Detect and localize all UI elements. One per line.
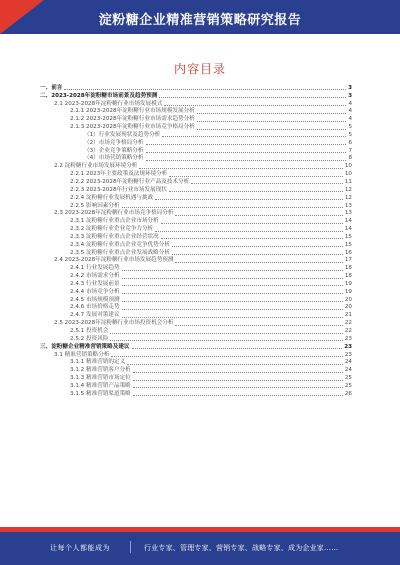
toc-page-number: 24 — [344, 367, 352, 374]
toc-entry-text: 2.3.2 淀粉糖行业企业竞争力分析 — [70, 226, 154, 233]
toc-entry[interactable] — [40, 390, 352, 398]
toc-leader-dots — [133, 395, 343, 396]
toc-leader-dots — [133, 380, 343, 381]
footer-divider — [130, 541, 131, 553]
toc-page-number: 25 — [344, 375, 352, 382]
toc-entry-text: 3.1 精准营销策略分析 — [54, 351, 110, 358]
toc-page-number: 18 — [344, 265, 352, 272]
toc-page-number: 22 — [344, 328, 352, 334]
toc-leader-dots — [197, 121, 347, 122]
toc-page-number: 10 — [344, 171, 352, 178]
toc-entry[interactable] — [40, 115, 352, 123]
toc-entry[interactable] — [40, 272, 352, 280]
toc-entry[interactable] — [40, 351, 352, 359]
toc-entry[interactable] — [40, 249, 352, 257]
toc-page-number: 3 — [348, 92, 352, 99]
toc-leader-dots — [161, 238, 343, 239]
toc-leader-dots — [161, 223, 343, 224]
toc-entry[interactable] — [40, 210, 352, 218]
toc-leader-dots — [146, 152, 347, 153]
toc-leader-dots — [172, 246, 343, 247]
toc-page-number: 4 — [348, 100, 352, 107]
toc-entry-text: 三、淀粉糖企业精准营销策略及建议 — [40, 343, 130, 350]
toc-entry-text: 2.5.2 投资风险 — [70, 335, 109, 342]
toc-entry-text: （1）行业发展现状及趋势分析 — [84, 131, 161, 138]
toc-entry[interactable] — [40, 280, 352, 288]
toc-leader-dots — [132, 348, 343, 349]
toc-page-number: 4 — [348, 108, 352, 115]
toc-entry[interactable] — [40, 335, 352, 343]
toc-entry[interactable] — [40, 311, 352, 319]
toc-page-number: 23 — [344, 351, 352, 358]
toc-entry-text: 2.4.4 市场竞争分析 — [70, 288, 120, 295]
toc-entry[interactable] — [40, 139, 352, 147]
toc-entry[interactable] — [40, 366, 352, 374]
toc-entry[interactable] — [40, 374, 352, 382]
toc-entry-text: 2.3 2023-2028年淀粉糖行业市场竞争格局分析 — [54, 210, 174, 217]
toc-leader-dots — [191, 183, 343, 184]
toc-leader-dots — [155, 231, 343, 232]
toc-entry[interactable] — [40, 178, 352, 186]
toc-page-number: 19 — [344, 280, 352, 287]
toc-entry[interactable] — [40, 84, 352, 92]
toc-page-number: 24 — [344, 359, 352, 366]
toc-page-number: 14 — [344, 226, 352, 233]
toc-leader-dots — [122, 278, 343, 279]
toc-entry[interactable] — [40, 162, 352, 170]
toc-page-number: 8 — [348, 155, 352, 162]
toc-leader-dots — [146, 160, 347, 161]
toc-entry-text: 3.1.4 精准营销产品策略 — [70, 382, 131, 389]
toc-leader-dots — [127, 364, 343, 365]
toc-page-number: 12 — [344, 186, 352, 193]
toc-leader-dots — [155, 199, 343, 200]
toc-page-number: 23 — [344, 343, 352, 350]
toc-page-number: 17 — [344, 257, 352, 264]
toc-entry-text: 2.2.3 2023-2028年行业市场发展现状 — [70, 186, 167, 193]
toc-entry[interactable] — [40, 202, 352, 210]
toc-leader-dots — [122, 317, 343, 318]
table-of-contents — [40, 84, 352, 398]
toc-entry[interactable] — [40, 194, 352, 202]
toc-entry[interactable] — [40, 382, 352, 390]
toc-entry-text: （3）企业竞争策略分析 — [84, 147, 144, 154]
toc-page-number: 13 — [344, 202, 352, 209]
toc-page-number: 22 — [344, 320, 352, 327]
toc-entry-text: 3.1.2 精准营销客户分析 — [70, 367, 131, 374]
toc-entry[interactable] — [40, 155, 352, 163]
toc-leader-dots — [164, 105, 346, 106]
toc-entry[interactable] — [40, 288, 352, 296]
toc-entry-text: 2.5.1 投资机会 — [70, 328, 109, 334]
toc-page-number: 25 — [344, 382, 352, 389]
toc-page-number: 26 — [344, 390, 352, 397]
toc-page-number: 15 — [344, 241, 352, 248]
toc-entry-text: 2.4.6 市场价格走势 — [70, 304, 120, 311]
toc-entry-text: 2.1 2023-2028年淀粉糖行业市场发展模式 — [54, 100, 163, 107]
toc-leader-dots — [133, 372, 343, 373]
toc-entry-text: 2.1.1 2023-2028年淀粉糖行业市场规模发展分析 — [70, 108, 195, 115]
toc-entry-text: 2.4.7 发展对策建议 — [70, 312, 120, 319]
toc-entry[interactable] — [40, 147, 352, 155]
toc-entry[interactable] — [40, 343, 352, 351]
toc-entry-text: 2.2.5 影响因素分析 — [70, 202, 120, 209]
toc-entry[interactable] — [40, 233, 352, 241]
toc-entry-text: 2.2 淀粉糖行业市场发展环境分析 — [54, 163, 138, 170]
toc-leader-dots — [175, 262, 342, 263]
toc-entry[interactable] — [40, 296, 352, 304]
toc-entry[interactable] — [40, 257, 352, 265]
toc-entry-text: 2.1.3 2023-2028年淀粉糖行业市场竞争格局分析 — [70, 124, 195, 131]
toc-page-number: 6 — [348, 139, 352, 146]
toc-leader-dots — [111, 356, 342, 357]
toc-entry-text: 2.4.5 市场规模预测 — [70, 296, 120, 303]
toc-entry-text: 3.1.5 精准营销渠道策略 — [70, 390, 131, 397]
toc-leader-dots — [169, 176, 343, 177]
toc-leader-dots — [169, 191, 343, 192]
toc-leader-dots — [175, 215, 342, 216]
toc-entry-text: 2.4 2023-2028年淀粉糖行业市场发展趋势预测 — [54, 257, 174, 264]
toc-page-number: 5 — [348, 131, 352, 138]
toc-leader-dots — [162, 136, 346, 137]
toc-title: 内容目录 — [173, 62, 226, 76]
toc-entry[interactable] — [40, 186, 352, 194]
toc-entry[interactable] — [40, 327, 352, 335]
toc-page-number: 12 — [344, 194, 352, 201]
toc-leader-dots — [146, 144, 347, 145]
toc-entry-text: 2.4.3 行业发展前景 — [70, 280, 120, 287]
toc-entry[interactable] — [40, 264, 352, 272]
toc-entry[interactable] — [40, 92, 352, 100]
toc-entry[interactable] — [40, 304, 352, 312]
header-bar — [0, 0, 400, 34]
toc-leader-dots — [122, 309, 343, 310]
toc-entry-text: （2）市场竞争格局分析 — [84, 139, 144, 146]
toc-leader-dots — [122, 285, 343, 286]
toc-entry[interactable] — [40, 319, 352, 327]
toc-leader-dots — [122, 207, 343, 208]
toc-page-number: 11 — [344, 178, 352, 185]
toc-page-number: 16 — [344, 249, 352, 256]
toc-leader-dots — [122, 301, 343, 302]
toc-entry[interactable] — [40, 217, 352, 225]
toc-leader-dots — [139, 168, 342, 169]
toc-leader-dots — [197, 129, 347, 130]
toc-entry[interactable] — [40, 241, 352, 249]
toc-page-number: 4 — [348, 116, 352, 123]
toc-page-number: 23 — [344, 335, 352, 342]
toc-page-number: 14 — [344, 218, 352, 225]
toc-page-number: 15 — [344, 233, 352, 240]
toc-leader-dots — [159, 97, 346, 98]
toc-entry-text: 2.2.2 2023-2028年淀粉糖行业产品及技术分析 — [70, 178, 190, 185]
toc-entry[interactable] — [40, 123, 352, 131]
toc-entry-text: 3.1.3 精准营销市场定位 — [70, 375, 131, 382]
toc-entry[interactable] — [40, 170, 352, 178]
toc-entry[interactable] — [40, 359, 352, 367]
toc-entry-text: 2.4.2 市场需求分析 — [70, 273, 120, 280]
toc-entry-text: 2.3.5 淀粉糖行业重点企业发展战略分析 — [70, 249, 170, 256]
toc-entry-text: 二、2023-2028年淀粉糖市场前景及趋势预测 — [40, 92, 158, 99]
toc-leader-dots — [110, 340, 342, 341]
toc-entry-text: 2.5 2023-2028年淀粉糖行业市场投资机会分析 — [54, 320, 174, 327]
toc-entry-text: （4）市场营销策略分析 — [84, 155, 144, 162]
toc-page-number: 10 — [344, 163, 352, 170]
toc-entry-text: 2.4.1 行业发展趋势 — [70, 265, 120, 272]
toc-entry-text: 一、前言 — [40, 84, 63, 91]
document-title: 淀粉糖企业精准营销策略研究报告 — [98, 13, 302, 28]
toc-leader-dots — [175, 325, 342, 326]
toc-leader-dots — [64, 89, 346, 90]
toc-page-number: 18 — [344, 273, 352, 280]
toc-page-number: 7 — [348, 147, 352, 154]
toc-page-number: 21 — [344, 312, 352, 319]
toc-page-number: 3 — [348, 84, 352, 91]
toc-page-number: 13 — [344, 210, 352, 217]
toc-page-number: 20 — [344, 304, 352, 311]
toc-entry-text: 2.3.4 淀粉糖行业重点企业竞争优势分析 — [70, 241, 170, 248]
toc-entry-text: 2.3.3 淀粉糖行业重点企业经营状况 — [70, 233, 159, 240]
toc-page-number: 5 — [348, 124, 352, 131]
footer-tagline: 行业专家、管理专家、营销专家、战略专家、成为企业家…… — [144, 544, 339, 552]
toc-leader-dots — [122, 270, 343, 271]
toc-entry-text: 2.2.1 2023年主要政策及法规环境分析 — [70, 171, 168, 178]
toc-entry-text: 2.2.4 淀粉糖行业发展机遇与挑战 — [70, 194, 154, 201]
toc-entry[interactable] — [40, 225, 352, 233]
toc-entry[interactable] — [40, 108, 352, 116]
toc-entry[interactable] — [40, 131, 352, 139]
toc-entry-text: 2.1.2 2023-2028年淀粉糖行业市场需求趋势分析 — [70, 116, 195, 123]
toc-page-number: 20 — [344, 296, 352, 303]
toc-entry[interactable] — [40, 100, 352, 108]
toc-entry-text: 2.3.1 淀粉糖行业重点企业市场分析 — [70, 218, 159, 225]
toc-leader-dots — [172, 254, 343, 255]
footer-slogan: 让每个人都能成为 — [50, 544, 110, 552]
toc-leader-dots — [133, 387, 343, 388]
toc-entry-text: 3.1.1 精准营销的定义 — [70, 359, 126, 366]
toc-leader-dots — [197, 113, 347, 114]
toc-leader-dots — [122, 293, 343, 294]
toc-leader-dots — [110, 333, 342, 334]
toc-page-number: 19 — [344, 288, 352, 295]
